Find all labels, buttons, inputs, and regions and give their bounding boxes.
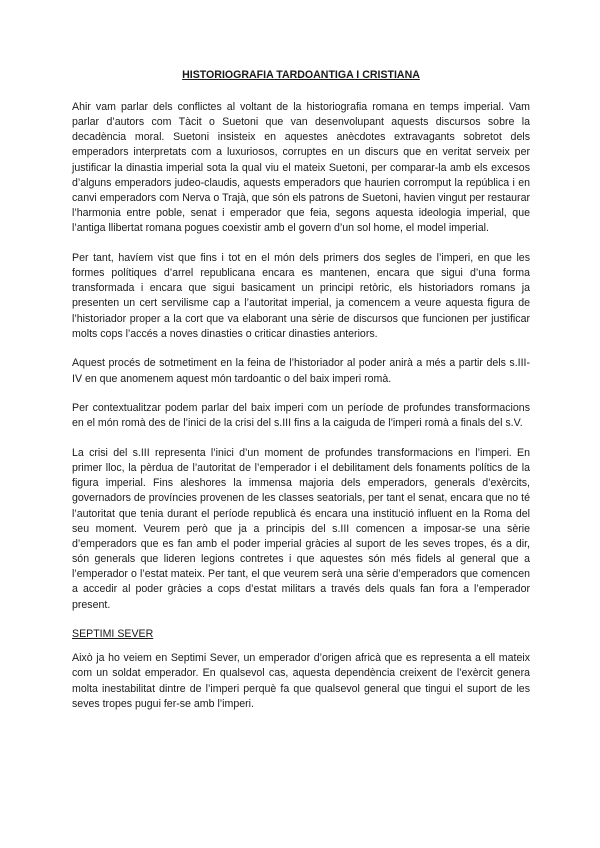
paragraph-septimi-sever: Això ja ho veiem en Septimi Sever, un emperador d’origen africà que es representa a ell mateix com un soldat emperador. En qualsevol cas, aquesta dependència creixent de l’exèrcit genera molta inestabilitat dintre de l’imperi perquè fa que qualsevol general que tingui el suport de les seves tropes pugui fer-se amb l’imperi. xyxy=(72,652,530,710)
paragraph-context: Per contextualitzar podem parlar del baix imperi com un període de profundes transformacions en el món romà des de l’inici de la crisi del s.III fins a la caiguda de l’imperi romà a finals del s.V. xyxy=(72,402,530,430)
document-page xyxy=(72,68,530,726)
document-title: HISTORIOGRAFIA TARDOANTIGA I CRISTIANA xyxy=(182,69,420,81)
paragraph-intro: Ahir vam parlar dels conflictes al voltant de la historiografia romana en temps imperial. Vam parlar d’autors com Tàcit o Suetoni que van desenvolupant aquests discursos sobre la decadència moral. Suetoni insisteix en aquestes anècdotes extravagants sobretot dels emperadors interpretats com a luxuriosos, corruptes en un discurs que en veritat serveix per justificar la dinastia imperial sota la qual viu el mateix Suetoni, per comparar-la amb els excesos d’alguns emperadors judeo-claudis, aquests emperadors que haurien corromput la república i en canvi emperadors com Nerva o Trajà, que són els patrons de Suetoni, havien vingut per restaurar l’harmonia entre poble, senat i emperador que feia, segons aquesta ideologia imperial, que l’antiga llibertat romana pogues coexistir amb el govern d’un sol home, el model imperial. xyxy=(72,101,530,235)
paragraph-crisis: La crisi del s.III representa l’inici d’un moment de profundes transformacions en l’imperi. En primer lloc, la pèrdua de l’autoritat de l’emperador i el debilitament dels fonaments polítics de la figura imperial. Fins aleshores la immensa majoria dels emperadors, generals d’exèrcits, governadors de províncies provenen de les classes seatorials, per tant el senat, encara que no té l’autoritat que tenia durant el període republicà és encara una institució influent en la Roma del seu moment. Veurem però que ja a principis del s.III comencen a imposar-se una sèrie d’emperadors que es fan amb el poder imperial gràcies al suport de les seves tropes, és a dir, són generals que lideren legions contretes i que aquestes són més fidels al general que a l’emperador o l’estat mateix. Per tant, el que veurem serà una sèrie d’emperadors que comencen a accedir al poder gràcies a cops d’estat militars a través dels quals fan fora a l’emperador present. xyxy=(72,446,530,611)
paragraph-first-centuries: Per tant, havíem vist que fins i tot en el món dels primers dos segles de l’imperi, en que les formes polítiques d’arrel republicana encara es mantenen, encara que sigui d’una forma transformada i encara que sigui basicament un principi retòric, els historiadors romans ja presenten un cert servilisme cap a l’autoritat imperial, ja comencem a veure aquesta figura de l’historiador proper a la cort que va elaborant una sèrie de discursos que funcionen per justificar molts cops l’accés a noves dinasties o criticar dinasties anteriors. xyxy=(72,251,530,340)
section-heading-septimi-sever: SEPTIMI SEVER xyxy=(72,628,154,641)
paragraph-submission: Aquest procés de sotmetiment en la feina de l’historiador al poder anirà a més a partir dels s.III-IV en que anomenem aquest món tardoantic o del baix imperi romà. xyxy=(72,357,530,385)
